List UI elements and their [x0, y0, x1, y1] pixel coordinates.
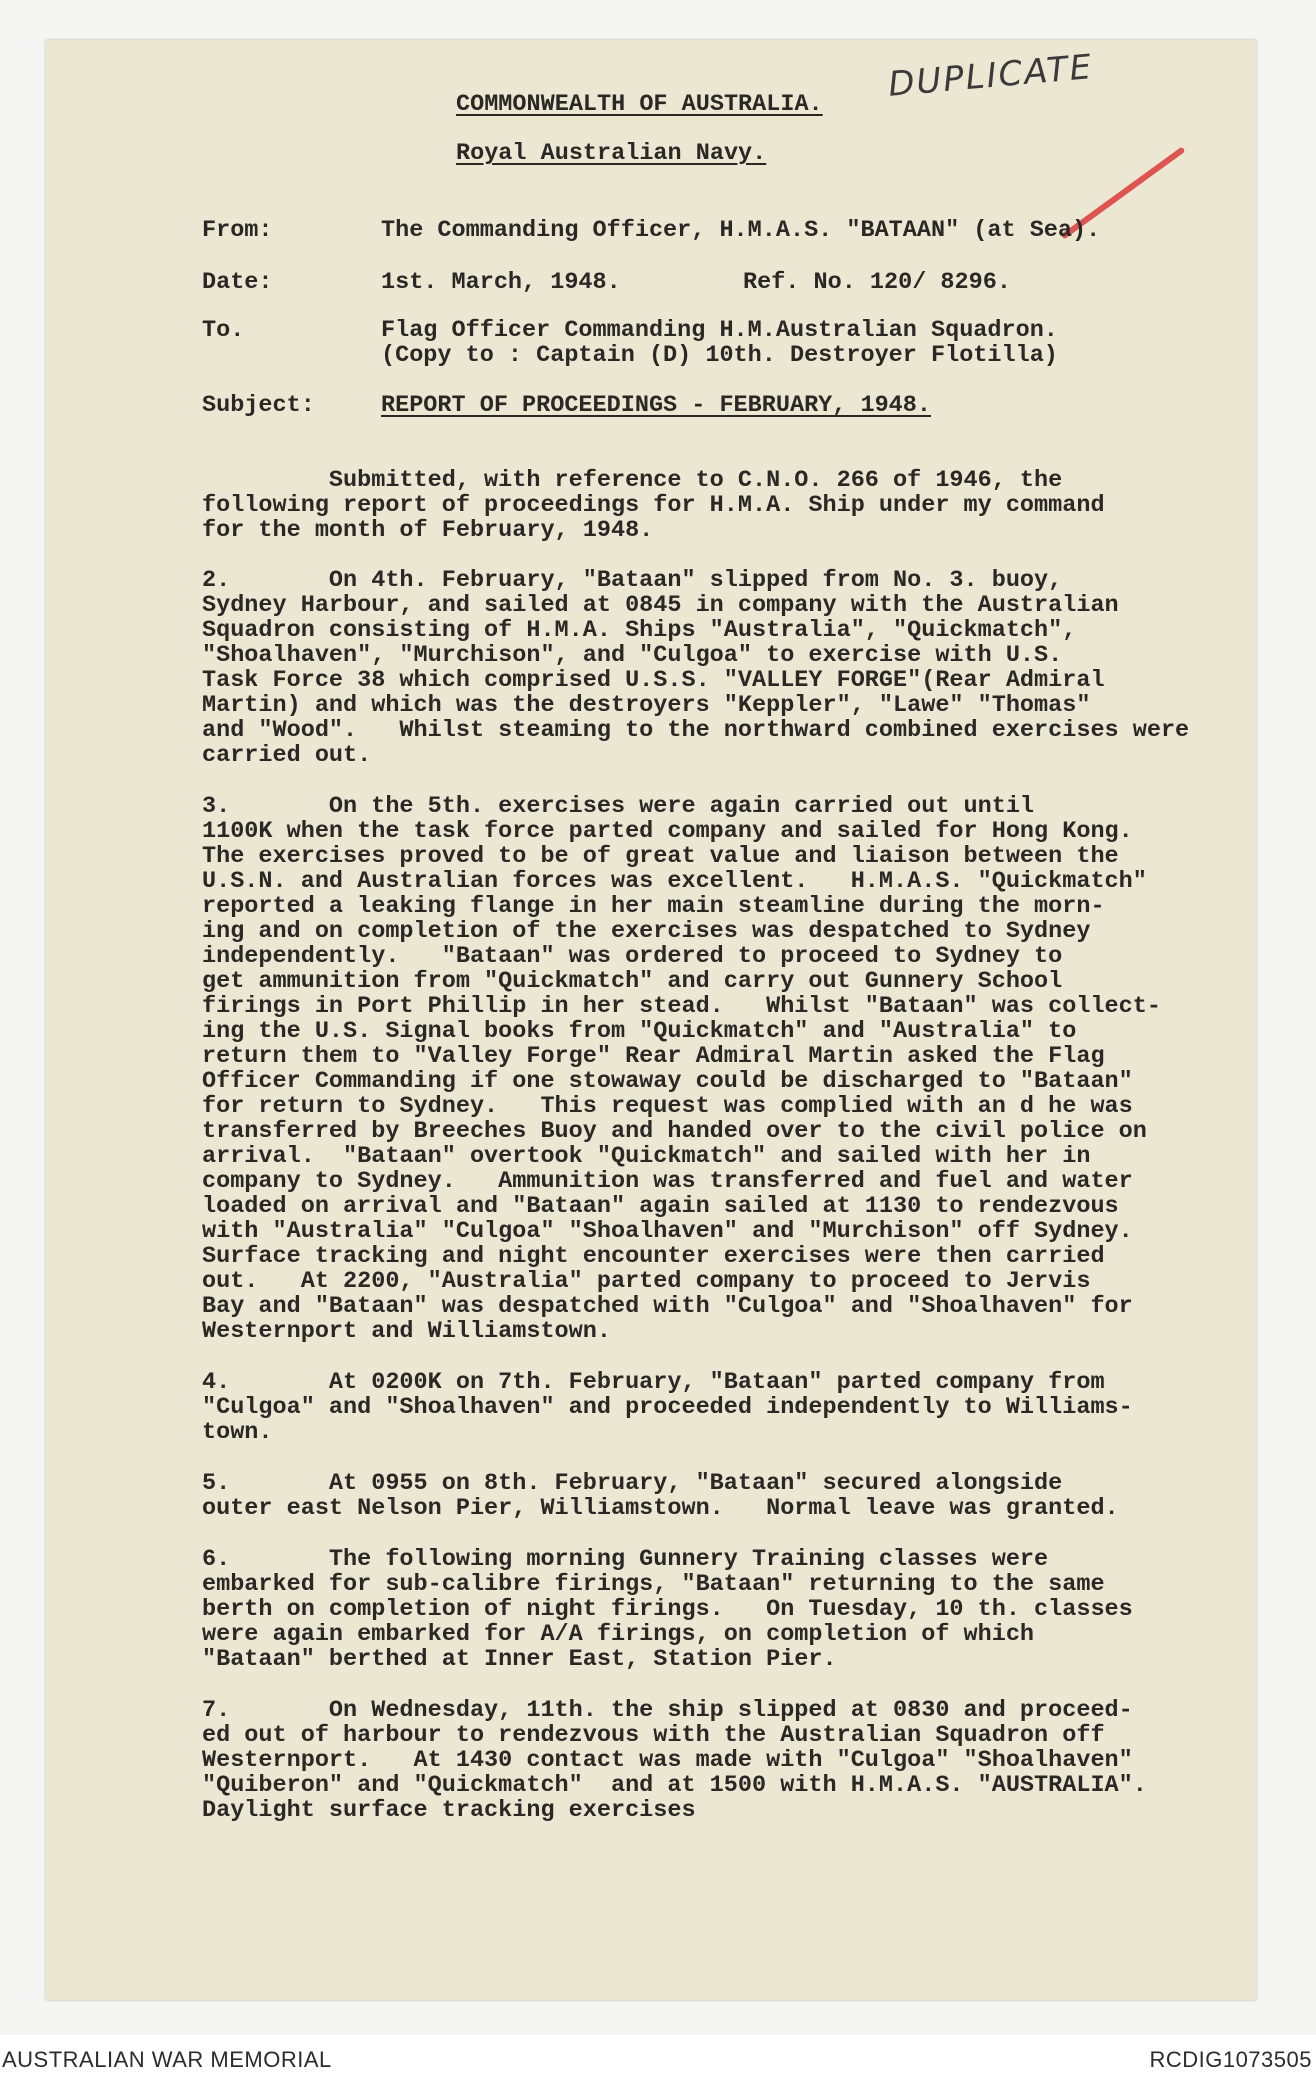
date-label: Date: [202, 269, 273, 296]
body-line: get ammunition from "Quickmatch" and carry out Gunnery School [202, 968, 1063, 995]
body-line: Task Force 38 which comprised U.S.S. "VALLEY FORGE"(Rear Admiral [202, 667, 1105, 694]
body-line: Officer Commanding if one stowaway could be discharged to "Bataan" [202, 1068, 1133, 1095]
body-line: 3. On the 5th. exercises were again carried out until [202, 793, 1035, 820]
body-line: 4. At 0200K on 7th. February, "Bataan" parted company from [202, 1369, 1105, 1396]
body-line: reported a leaking flange in her main steamline during the morn- [202, 893, 1105, 920]
body-line: "Quiberon" and "Quickmatch" and at 1500 with H.M.A.S. "AUSTRALIA". [202, 1772, 1147, 1799]
footer-id: RCDIG1073505 [1149, 2047, 1312, 2072]
body-line: out. At 2200, "Australia" parted company to proceed to Jervis [202, 1268, 1091, 1295]
body-line: Westernport and Williamstown. [202, 1318, 611, 1345]
body-line: ed out of harbour to rendezvous with the Australian Squadron off [202, 1722, 1105, 1749]
from-label: From: [202, 217, 273, 244]
body-line: carried out. [202, 742, 372, 769]
body-line: The exercises proved to be of great value and liaison between the [202, 843, 1119, 870]
body-line: company to Sydney. Ammunition was transferred and fuel and water [202, 1168, 1133, 1195]
body-line: town. [202, 1419, 273, 1446]
body-line: 6. The following morning Gunnery Training classes were [202, 1546, 1049, 1573]
footer-source: AUSTRALIAN WAR MEMORIAL [2, 2047, 332, 2072]
body-line: Westernport. At 1430 contact was made with "Culgoa" "Shoalhaven" [202, 1747, 1133, 1774]
body-line: ing the U.S. Signal books from "Quickmatch" and "Australia" to [202, 1018, 1077, 1045]
body-line: outer east Nelson Pier, Williamstown. Normal leave was granted. [202, 1495, 1119, 1522]
body-line: Sydney Harbour, and sailed at 0845 in company with the Australian [202, 592, 1119, 619]
body-line: embarked for sub-calibre firings, "Bataan" returning to the same [202, 1571, 1105, 1598]
header-subtitle: Royal Australian Navy. [456, 140, 767, 167]
duplicate-annotation: DUPLICATE [886, 47, 1095, 105]
subject-label: Subject: [202, 392, 315, 419]
body-line: return them to "Valley Forge" Rear Admiral Martin asked the Flag [202, 1043, 1105, 1070]
body-line: berth on completion of night firings. On Tuesday, 10 th. classes [202, 1596, 1133, 1623]
body-line: Martin) and which was the destroyers "Keppler", "Lawe" "Thomas" [202, 692, 1091, 719]
body-line: 2. On 4th. February, "Bataan" slipped from No. 3. buoy, [202, 567, 1063, 594]
reference-number: Ref. No. 120/ 8296. [743, 269, 1011, 296]
body-line: Squadron consisting of H.M.A. Ships "Australia", "Quickmatch", [202, 617, 1077, 644]
body-line: Bay and "Bataan" was despatched with "Culgoa" and "Shoalhaven" for [202, 1293, 1133, 1320]
to-recipient: Flag Officer Commanding H.M.Australian Squadron. [381, 317, 1058, 344]
body-line: for return to Sydney. This request was complied with an d he was [202, 1093, 1133, 1120]
body-line: 1100K when the task force parted company and sailed for Hong Kong. [202, 818, 1133, 845]
body-line: Surface tracking and night encounter exercises were then carried [202, 1243, 1105, 1270]
body-line: Daylight surface tracking exercises [202, 1797, 696, 1824]
to-label: To. [202, 317, 245, 344]
to-copy: (Copy to : Captain (D) 10th. Destroyer Flotilla) [381, 342, 1058, 369]
body-line: and "Wood". Whilst steaming to the northward combined exercises were [202, 717, 1190, 744]
body-line: arrival. "Bataan" overtook "Quickmatch" and sailed with her in [202, 1143, 1091, 1170]
body-line: "Culgoa" and "Shoalhaven" and proceeded independently to Williams- [202, 1394, 1133, 1421]
body-line: loaded on arrival and "Bataan" again sailed at 1130 to rendezvous [202, 1193, 1119, 1220]
body-line: for the month of February, 1948. [202, 517, 654, 544]
subject-value: REPORT OF PROCEEDINGS - FEBRUARY, 1948. [381, 392, 931, 419]
date-value: 1st. March, 1948. [381, 269, 621, 296]
body-line: "Shoalhaven", "Murchison", and "Culgoa" to exercise with U.S. [202, 642, 1063, 669]
body-line: following report of proceedings for H.M.A. Ship under my command [202, 492, 1105, 519]
body-line: U.S.N. and Australian forces was excellent. H.M.A.S. "Quickmatch" [202, 868, 1147, 895]
body-line: transferred by Breeches Buoy and handed over to the civil police on [202, 1118, 1147, 1145]
body-line: 5. At 0955 on 8th. February, "Bataan" secured alongside [202, 1470, 1063, 1497]
body-line: Submitted, with reference to C.N.O. 266 of 1946, the [202, 467, 1063, 494]
body-line: independently. "Bataan" was ordered to proceed to Sydney to [202, 943, 1063, 970]
body-line: with "Australia" "Culgoa" "Shoalhaven" and "Murchison" off Sydney. [202, 1218, 1133, 1245]
body-line: 7. On Wednesday, 11th. the ship slipped at 0830 and proceed- [202, 1697, 1133, 1724]
body-line: were again embarked for A/A firings, on completion of which [202, 1621, 1035, 1648]
body-line: firings in Port Phillip in her stead. Whilst "Bataan" was collect- [202, 993, 1161, 1020]
header-title: COMMONWEALTH OF AUSTRALIA. [456, 91, 823, 118]
body-line: "Bataan" berthed at Inner East, Station Pier. [202, 1646, 837, 1673]
from-value: The Commanding Officer, H.M.A.S. "BATAAN" (at Sea). [381, 217, 1101, 244]
body-line: ing and on completion of the exercises was despatched to Sydney [202, 918, 1091, 945]
